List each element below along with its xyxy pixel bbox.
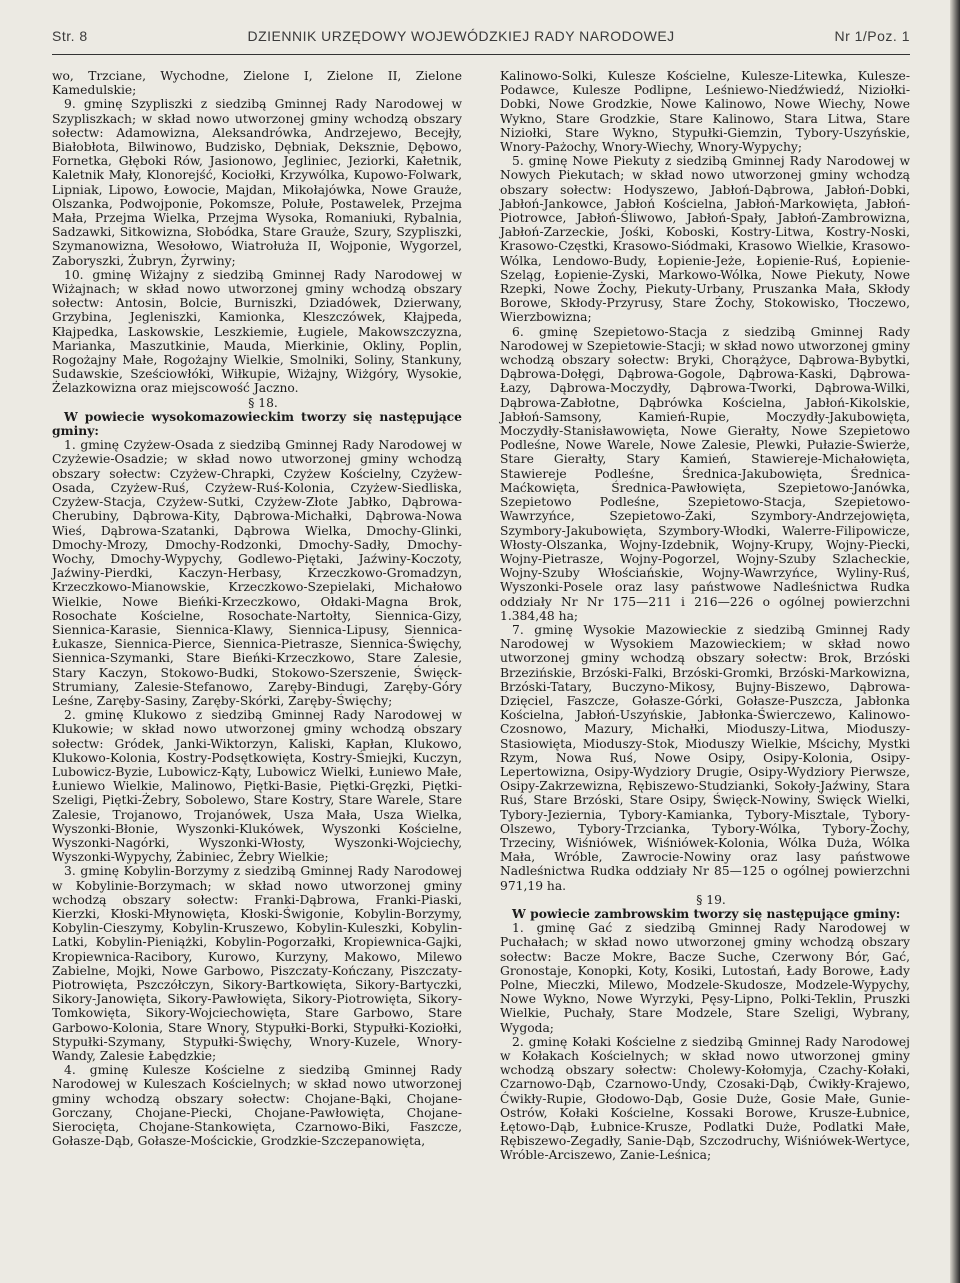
page-header bbox=[52, 28, 910, 50]
journal-title: DZIENNIK URZĘDOWY WOJEWÓDZKIEJ RADY NARODOWEJ bbox=[247, 28, 675, 44]
issue-number: Nr 1/Poz. 1 bbox=[834, 28, 910, 44]
paragraph-gmina-kobylin: 3. gminę Kobylin-Borzymy z siedzibą Gminnej Rady Narodowej w Kobylinie-Borzymach; w skład nowo utworzonej gminy wchodzą obszary sołectw: Franki-Dąbrowa, Franki-Piaski, Kierzki, Kłoski-Młynowięta, Kłoski-Świgonie, Kobylin-Borzymy, Kobylin-Cieszymy, Kobylin-Kruszewo, Kobylin-Kuleszki, Kobylin-Latki, Kobylin-Pieniążki, Kobylin-Pogorzałki, Kropiewnica-Gajki, Kropiewnica-Racibory, Kurowo, Kurzyny, Makowo, Milewo Zabielne, Mojki, Nowe Garbowo, Piszczaty-Kończany, Piszczaty-Piotrowięta, Pszczółczyn, Sikory-Bartkowięta, Sikory-Bartyczki, Sikory-Janowięta, Sikory-Pawłowięta, Sikory-Piotrowięta, Sikory-Tomkowięta, Sikory-Wojciechowięta, Stare Garbowo, Stare Garbowo-Kolonia, Stare Wnory, Stypułki-Borki, Stypułki-Koziołki, Stypułki-Szymany, Stypułki-Święchy, Wnory-Kuzele, Wnory-Wandy, Zalesie Łabędzkie; bbox=[52, 864, 462, 1064]
section-19-number: § 19. bbox=[696, 892, 726, 907]
page-number: Str. 8 bbox=[52, 28, 88, 44]
paragraph-gmina-gac: 1. gminę Gać z siedzibą Gminnej Rady Narodowej w Puchałach; w skład nowo utworzonej gminy wchodzą obszary sołectw: Bacze Mokre, Bacze Suche, Czerwony Bór, Gać, Gronostaje, Konopki, Koty, Kosiki, Lutostań, Łady Borowe, Łady Polne, Mieczki, Milewo, Modzele-Skudosze, Modzele-Wypychy, Nowe Wykno, Nowe Wyrzyki, Pęsy-Lipno, Polki-Teklin, Pruszki Wielkie, Puchały, Stare Modzele, Stare Szeligi, Wybrany, Wygoda; bbox=[500, 921, 910, 1035]
paragraph-gmina-szepietowo: 6. gminę Szepietowo-Stacja z siedzibą Gminnej Rady Narodowej w Szepietowie-Stacji; w skład nowo utworzonej gminy wchodzą obszary sołectw: Bryki, Chorążyce, Dąbrowa-Bybytki, Dąbrowa-Dołęgi, Dąbrowa-Gogole, Dąbrowa-Kaski, Dąbrowa-Łazy, Dąbrowa-Moczydły, Dąbrowa-Tworki, Dąbrowa-Wilki, Dąbrowa-Zabłotne, Dąbrówka Kościelna, Jabłoń-Kikolskie, Jabłoń-Samsony, Kamień-Rupie, Moczydły-Jakubowięta, Moczydły-Stanisławowięta, Nowe Gierałty, Nowe Szepietowo Podleśne, Nowe Warele, Nowe Zalesie, Plewki, Pułazie-Świerże, Stare Gierałty, Stary Kamień, Stawiereje-Michałowięta, Stawiereje Podleśne, Średnica-Jakubowięta, Średnica-Maćkowięta, Średnica-Pawłowięta, Szepietowo-Janówka, Szepietowo Podleśne, Szepietowo-Stacja, Szepietowo-Wawrzyńce, Szepietowo-Żaki, Szymbory-Andrzejowięta, Szymbory-Jakubowięta, Szymbory-Włodki, Walerre-Filipowicze, Włosty-Olszanka, Wojny-Izdebnik, Wojny-Krupy, Wojny-Piecki, Wojny-Pietrasze, Wojny-Pogorzel, Wojny-Szuby Szlacheckie, Wojny-Szuby Włościańskie, Wojny-Wawrzyńce, Wyliny-Ruś, Wyszonki-Posele oraz lasy państwowe Nadleśnictwa Rudka oddziały Nr Nr 175—211 i 216—226 o ogólnej powierzchni 1.384,48 ha; bbox=[500, 324, 910, 623]
section-18-number: § 18. bbox=[248, 395, 278, 410]
paragraph-gmina-wizajny: 10. gminę Wiżajny z siedzibą Gminnej Rady Narodowej w Wiżajnach; w skład nowo utworzonej gminy wchodzą obszary sołectw: Antosin, Bolcie, Burniszki, Dziadówek, Dzierwany, Grzybina, Jegleniszki, Kamionka, Kleszczówek, Kłajpeda, Kłajpedka, Laskowskie, Leszkiemie, Ługiele, Makowszczyzna, Marianka, Maszutkinie, Mauda, Mierkinie, Okliny, Poplin, Rogożajny Małe, Rogożajny Wielkie, Smolniki, Soliny, Stankuny, Sudawskie, Sześciowłóki, Wiłkupie, Wiżajny, Wiżgóry, Wysokie, Żelazkowizna oraz miejscowość Jaczno. bbox=[52, 267, 462, 396]
paragraph-gmina-szypliszki: 9. gminę Szypliszki z siedzibą Gminnej Rady Narodowej w Szypliszkach; w skład nowo utworzonej gminy wchodzą obszary sołectw: Adamowizna, Aleksandrówka, Andrzejewo, Becejły, Białobłota, Bilwinowo, Budzisko, Dębniak, Deksznie, Dębowo, Fornetka, Głęboki Rów, Jasionowo, Jegliniec, Jeziorki, Kałetnik, Kaletnik Mały, Klonorejść, Kociołki, Krzywólka, Kupowo-Folwark, Lipniak, Lipowo, Łowocie, Majdan, Mikołajówka, Nowe Grauże, Olszanka, Podwojponie, Pokomsze, Polułe, Postawelek, Przejma Mała, Przejma Wielka, Przejma Wysoka, Romaniuki, Rybalnia, Sadzawki, Sitkowizna, Słobódka, Stare Grauże, Szury, Szypliszki, Szymanowizna, Wesołowo, Wiatrołuża II, Wojponie, Wygorzel, Zaboryszki, Żubryn, Żyrwiny; bbox=[52, 97, 462, 268]
document-page bbox=[52, 28, 910, 1278]
paragraph-continuation: wo, Trzciane, Wychodne, Zielone I, Zielone II, Zielone Kamedulskie; bbox=[52, 69, 462, 98]
text-columns bbox=[52, 69, 910, 1163]
section-18-heading: W powiecie wysokomazowieckim tworzy się następujące gminy: bbox=[52, 408, 462, 439]
paragraph-gmina-wysokie-mazowieckie: 7. gminę Wysokie Mazowieckie z siedzibą Gminnej Rady Narodowej w Wysokiem Mazowieckiem; w skład nowo utworzonej gminy wchodzą obszary sołectw: Brok, Brzóski Brzezińskie, Brzóski-Falki, Brzóski-Gromki, Brzóski-Markowizna, Brzóski-Tatary, Buczyno-Mikosy, Bujny-Biszewo, Dąbrowa-Dzięciel, Faszcze, Gołasze-Górki, Gołasze-Puszcza, Jabłonka Kościelna, Jabłoń-Uszyńskie, Jabłonka-Świerczewo, Kalinowo-Czosnowo, Mazury, Michałki, Mioduszy-Litwa, Mioduszy-Stasiowięta, Mioduszy-Stok, Mioduszy Wielkie, Mścichy, Mystki Rzym, Nowa Ruś, Nowe Osipy, Osipy-Kolonia, Osipy-Lepertowizna, Osipy-Wydziory Drugie, Osipy-Wydziory Pierwsze, Osipy-Zakrzewizna, Rębiszewo-Studzianki, Sokoły-Jaźwiny, Stara Ruś, Stare Brzóski, Stare Osipy, Święck-Nowiny, Święck Wielki, Tybory-Jeziernia, Tybory-Kamianka, Tybory-Misztale, Tybory-Olszewo, Tybory-Trzcianka, Tybory-Wólka, Tybory-Żochy, Trzeciny, Wiśniówek, Wiśniówek-Kolonia, Wólka Duża, Wólka Mała, Wróble, Zawrocie-Nowiny oraz lasy państwowe Nadleśnictwa Rudka oddziały Nr 85—125 o ogólnej powierzchni 971,19 ha. bbox=[500, 622, 910, 893]
paragraph-gmina-kulesze: 4. gminę Kulesze Kościelne z siedzibą Gminnej Rady Narodowej w Kuleszach Kościelnych; w skład nowo utworzonej gminy wchodzą obszary sołectw: Chojane-Bąki, Chojane-Gorczany, Chojane-Piecki, Chojane-Pawłowięta, Chojane-Sierocięta, Chojane-Stankowięta, Czarnowo-Biki, Faszcze, Gołasze-Dąb, Gołasze-Mościckie, Grodzkie-Szczepanowięta, bbox=[52, 1063, 462, 1149]
page-edge-shadow bbox=[950, 0, 960, 1283]
section-19-heading: W powiecie zambrowskim tworzy się następujące gminy: bbox=[512, 905, 901, 921]
paragraph-kulesze-continuation: Kalinowo-Solki, Kulesze Kościelne, Kulesze-Litewka, Kulesze-Podawce, Kulesze Podlipne, Leśniewo-Niedźwiedź, Niziołki-Dobki, Nowe Grodzkie, Nowe Kalinowo, Nowe Wiechy, Nowe Wykno, Stare Grodzkie, Stare Kalinowo, Stara Litwa, Stare Niziołki, Stare Wykno, Stypułki-Giemzin, Tybory-Uszyńskie, Wnory-Pażochy, Wnory-Wiechy, Wnory-Wypychy; bbox=[500, 69, 910, 155]
paragraph-gmina-nowe-piekuty: 5. gminę Nowe Piekuty z siedzibą Gminnej Rady Narodowej w Nowych Piekutach; w skład nowo utworzonej gminy wchodzą obszary sołectw: Hodyszewo, Jabłoń-Dąbrowa, Jabłoń-Dobki, Jabłoń-Jankowce, Jabłoń Kościelna, Jabłoń-Markowięta, Jabłoń-Piotrowce, Jabłoń-Śliwowo, Jabłoń-Spały, Jabłoń-Zambrowizna, Jabłoń-Zarzeckie, Jośki, Koboski, Kostry-Litwa, Kostry-Noski, Krasowo-Częstki, Krasowo-Siódmaki, Krasowo Wielkie, Krasowo-Wólka, Lendowo-Budy, Łopienie-Jeże, Łopienie-Ruś, Łopienie-Szeląg, Łopienie-Zyski, Markowo-Wólka, Nowe Piekuty, Nowe Rzepki, Nowe Żochy, Piekuty-Urbany, Pruszanka Mała, Skłody Borowe, Skłody-Przyrusy, Stare Żochy, Stokowisko, Tłoczewo, Wierzbowizna; bbox=[500, 154, 910, 325]
header-rule bbox=[52, 54, 910, 55]
paragraph-gmina-kolaki: 2. gminę Kołaki Kościelne z siedzibą Gminnej Rady Narodowej w Kołakach Kościelnych; w skład nowo utworzonej gminy wchodzą obszary sołectw: Cholewy-Kołomyja, Czachy-Kołaki, Czarnowo-Dąb, Czarnowo-Undy, Czosaki-Dąb, Ćwikły-Krajewo, Ćwikły-Rupie, Głodowo-Dąb, Gosie Duże, Gosie Małe, Gunie-Ostrów, Kołaki Kościelne, Kossaki Borowe, Krusze-Łubnice, Łętowo-Dąb, Łubnice-Krusze, Podlatki Duże, Podlatki Małe, Rębiszewo-Zegadły, Sanie-Dąb, Szczodruchy, Wiśniówek-Wertyce, Wróble-Arciszewo, Zanie-Leśnica; bbox=[500, 1034, 910, 1163]
paragraph-gmina-czyzew: 1. gminę Czyżew-Osada z siedzibą Gminnej Rady Narodowej w Czyżewie-Osadzie; w skład nowo utworzonej gminy wchodzą obszary sołectw: Czyżew-Chrapki, Czyżew Kościelny, Czyżew-Osada, Czyżew-Ruś, Czyżew-Ruś-Kolonia, Czyżew-Siedliska, Czyżew-Stacja, Czyżew-Sutki, Czyżew-Złote Jabłko, Dąbrowa-Cherubiny, Dąbrowa-Kity, Dąbrowa-Michałki, Dąbrowa-Nowa Wieś, Dąbrowa-Szatanki, Dąbrowa Wielka, Dmochy-Glinki, Dmochy-Mrozy, Dmochy-Rodzonki, Dmochy-Sadły, Dmochy-Wochy, Dmochy-Wypychy, Godlewo-Piętaki, Jaźwiny-Koczoty, Jaźwiny-Pierdki, Kaczyn-Herbasy, Krzeczkowo-Gromadzyn, Krzeczkowo-Mianowskie, Krzeczkowo-Szepielaki, Michałowo Wielkie, Nowe Bieńki-Krzeczkowo, Ołdaki-Magna Brok, Rosochate Kościelne, Rosochate-Nartołty, Siennica-Gizy, Siennica-Karasie, Siennica-Klawy, Siennica-Lipusy, Siennica-Łukasze, Siennica-Pierce, Siennica-Pietrasze, Siennica-Święchy, Siennica-Szymanki, Stare Bieńki-Krzeczkowo, Stare Zalesie, Stary Kaczyn, Stokowo-Budki, Stokowo-Szerszenie, Święck-Strumiany, Zalesie-Stefanowo, Zaręby-Bindugi, Zaręby-Góry Leśne, Zaręby-Sasiny, Zaręby-Skórki, Zaręby-Święchy; bbox=[52, 438, 462, 708]
paragraph-gmina-klukowo: 2. gminę Klukowo z siedzibą Gminnej Rady Narodowej w Klukowie; w skład nowo utworzonej gminy wchodzą obszary sołectw: Gródek, Janki-Wiktorzyn, Kaliski, Kapłan, Klukowo, Klukowo-Kolonia, Kostry-Podsętkowięta, Kostry-Śmiejki, Kuczyn, Lubowicz-Byzie, Lubowicz-Kąty, Lubowicz Wielki, Łuniewo Małe, Łuniewo Wielkie, Malinowo, Piętki-Basie, Piętki-Gręzki, Piętki-Szeligi, Piętki-Żebry, Sobolewo, Stare Kostry, Stare Warele, Stare Zalesie, Trojanowo, Trojanówek, Usza Mała, Usza Wielka, Wyszonki-Błonie, Wyszonki-Klukówek, Wyszonki Kościelne, Wyszonki-Nagórki, Wyszonki-Włosty, Wyszonki-Wojciechy, Wyszonki-Wypychy, Żabiniec, Żebry Wielkie; bbox=[52, 708, 462, 865]
left-column bbox=[52, 69, 462, 1163]
right-column bbox=[500, 69, 910, 1163]
